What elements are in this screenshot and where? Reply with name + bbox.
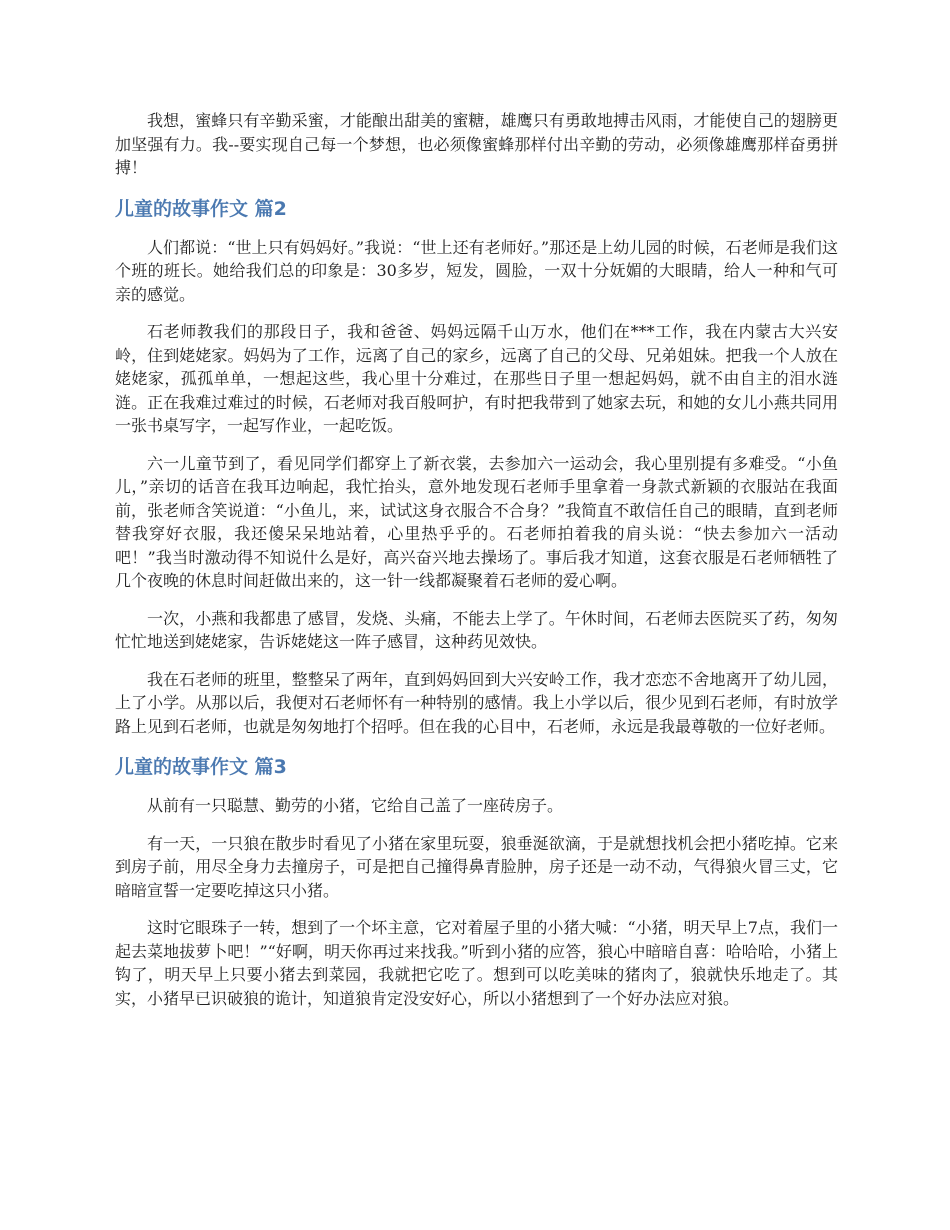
paragraph: 我想，蜜蜂只有辛勤采蜜，才能酿出甜美的蜜糖，雄鹰只有勇敢地搏击风雨，才能使自己的翅膀更加坚强有力。我--要实现自己每一个梦想，也必须像蜜蜂那样付出辛勤的劳动，必须像雄鹰那样奋勇拼搏！ xyxy=(115,111,838,177)
paragraph: 这时它眼珠子一转，想到了一个坏主意，它对着屋子里的小猪大喊：“小猪，明天早上7点，我们一起去菜地拔萝卜吧！”“好啊，明天你再过来找我。”听到小猪的应答，狼心中暗暗自喜：哈哈哈，小猪上钩了，明天早上只要小猪去到菜园，我就把它吃了。想到可以吃美味的猪肉了，狼就快乐地走了。其实，小猪早已识破狼的诡计，知道狼肯定没安好心，所以小猪想到了一个好办法应对狼。 xyxy=(115,918,838,1008)
document-page xyxy=(115,109,838,1024)
paragraph: 人们都说：“世上只有妈妈好。”我说：“世上还有老师好。”那还是上幼儿园的时候，石老师是我们这个班的班长。她给我们总的印象是：30多岁，短发，圆脸，一双十分妩媚的大眼睛，给人一种和气可亲的感觉。 xyxy=(115,237,838,304)
section-heading: 儿童的故事作文 篇2 xyxy=(115,197,287,220)
paragraph: 石老师教我们的那段日子，我和爸爸、妈妈远隔千山万水，他们在***工作，我在内蒙古大兴安岭，住到姥姥家。妈妈为了工作，远离了自己的家乡，远离了自己的父母、兄弟姐妹。把我一个人放在姥姥家，孤孤单单，一想起这些，我心里十分难过，在那些日子里一想起妈妈，就不由自主的泪水涟涟。正在我难过难过的时候，石老师对我百般呵护，有时把我带到了她家去玩，和她的女儿小燕共同用一张书桌写字，一起写作业，一起吃饭。 xyxy=(115,322,838,435)
section-2 xyxy=(115,194,838,739)
paragraph: 我在石老师的班里，整整呆了两年，直到妈妈回到大兴安岭工作，我才恋恋不舍地离开了幼儿园，上了小学。从那以后，我便对石老师怀有一种特别的感情。我上小学以后，很少见到石老师，有时放学路上见到石老师，也就是匆匆地打个招呼。但在我的心目中，石老师，永远是我最尊敬的一位好老师。 xyxy=(115,669,838,736)
section-3 xyxy=(115,752,838,1010)
paragraph: 一次，小燕和我都患了感冒，发烧、头痛，不能去上学了。午休时间，石老师去医院买了药，匆匆忙忙地送到姥姥家，告诉姥姥这一阵子感冒，这种药见效快。 xyxy=(115,608,838,651)
paragraph: 有一天，一只狼在散步时看见了小猪在家里玩耍，狼垂涎欲滴，于是就想找机会把小猪吃掉。它来到房子前，用尽全身力去撞房子，可是把自己撞得鼻青脸肿，房子还是一动不动，气得狼火冒三丈，它暗暗宣誓一定要吃掉这只小猪。 xyxy=(115,833,838,900)
paragraph: 从前有一只聪慧、勤劳的小猪，它给自己盖了一座砖房子。 xyxy=(147,796,564,815)
paragraph: 六一儿童节到了，看见同学们都穿上了新衣裳，去参加六一运动会，我心里别提有多难受。“小鱼儿，”亲切的话音在我耳边响起，我忙抬头，意外地发现石老师手里拿着一身款式新颖的衣服站在我面前，张老师含笑说道：“小鱼儿，来，试试这身衣服合不合身？”我简直不敢信任自己的眼睛，直到老师替我穿好衣服，我还傻呆呆地站着，心里热乎乎的。石老师拍着我的肩头说：“快去参加六一活动吧！”我当时激动得不知说什么是好，高兴奋兴地去操场了。事后我才知道，这套衣服是石老师牺牲了几个夜晚的休息时间赶做出来的，这一针一线都凝聚着石老师的爱心啊。 xyxy=(115,453,838,590)
section-heading: 儿童的故事作文 篇3 xyxy=(115,756,287,778)
intro-section xyxy=(115,109,838,180)
